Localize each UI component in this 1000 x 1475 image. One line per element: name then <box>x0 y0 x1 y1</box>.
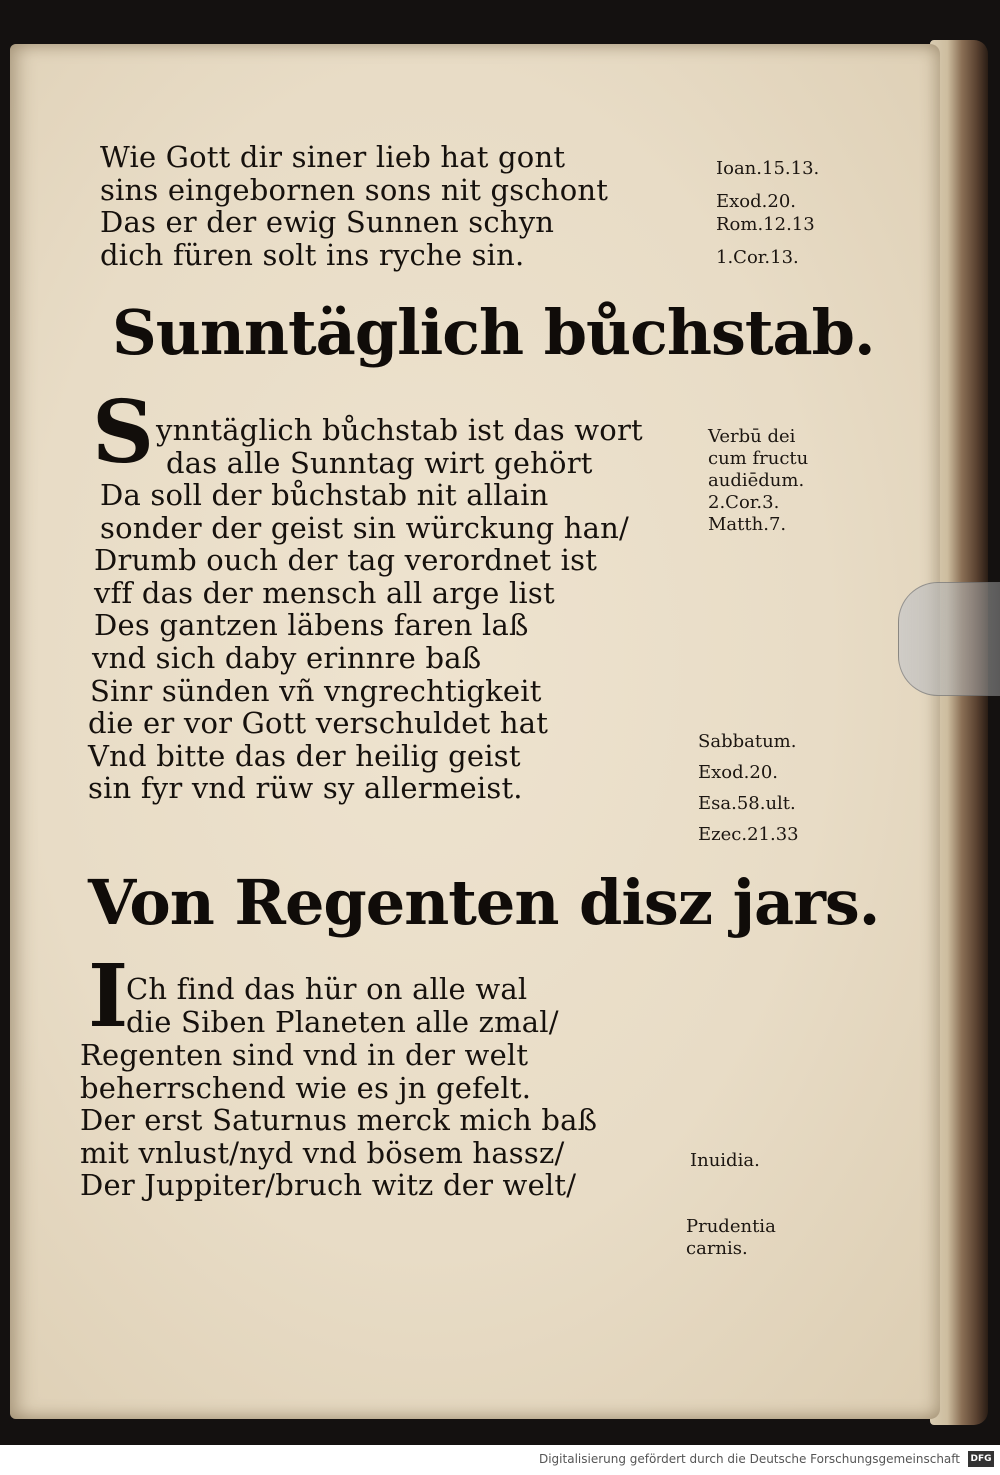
verse-line: das alle Sunntag wirt gehört <box>166 445 593 480</box>
verse-block-3 <box>126 973 559 1038</box>
margin-line: Exod.20. <box>716 191 796 212</box>
drop-capital: S <box>92 382 155 483</box>
margin-note-4 <box>690 1150 760 1172</box>
margin-note-2 <box>708 426 808 536</box>
drop-capital: I <box>88 946 129 1047</box>
verse-line: sins eingebornen sons nit gschont <box>100 172 609 207</box>
margin-note-3 <box>698 726 799 850</box>
section-heading-sunntaeglich: Sunntäglich bůchstab. <box>112 296 875 369</box>
verse-line: Vnd bitte das der heilig geist <box>88 738 521 773</box>
margin-line: Verbū dei <box>708 426 796 447</box>
verse-line: Das er der ewig Sunnen schyn <box>100 205 555 240</box>
verse-block-1 <box>100 141 608 271</box>
margin-line: Ioan.15.13. <box>716 158 820 179</box>
margin-line: Exod.20. <box>698 762 778 783</box>
verse-block-2 <box>156 414 643 479</box>
margin-line: Matth.7. <box>708 514 787 535</box>
verse-line: Der Juppiter/bruch witz der welt/ <box>80 1168 577 1203</box>
section-heading-regenten: Von Regenten disz jars. <box>88 866 880 939</box>
margin-line: audiēdum. <box>708 470 805 491</box>
verse-line: Sinr sünden vñ vngrechtigkeit <box>90 673 542 708</box>
margin-line: Sabbatum. <box>698 731 797 752</box>
verse-line: Des gantzen läbens faren laß <box>94 608 529 643</box>
verse-line: Regenten sind vnd in der welt <box>80 1038 529 1072</box>
margin-note-5 <box>686 1216 776 1260</box>
margin-line: Esa.58.ult. <box>698 793 796 814</box>
verse-line: die er vor Gott verschuldet hat <box>88 706 549 741</box>
margin-line: Inuidia. <box>690 1150 760 1171</box>
margin-line: cum fructu <box>708 448 809 469</box>
margin-line: Ezec.21.33 <box>698 824 799 845</box>
margin-line: carnis. <box>686 1238 748 1259</box>
verse-line: Da soll der bůchstab nit allain <box>100 478 549 512</box>
verse-block-2-cont <box>88 478 629 806</box>
margin-line: Rom.12.13 <box>716 214 815 235</box>
verse-line: dich füren solt ins ryche sin. <box>100 237 525 272</box>
verse-line: ynntäglich bůchstab ist das wort <box>156 413 643 447</box>
verse-line: sin fyr vnd rüw sy allermeist. <box>88 771 523 806</box>
verse-line: Wie Gott dir siner lieb hat gont <box>100 140 566 174</box>
margin-note-1 <box>716 152 819 274</box>
dfg-logo: DFG <box>968 1451 994 1467</box>
verse-block-3-cont <box>80 1039 597 1202</box>
verse-line: vff das der mensch all arge list <box>94 575 555 610</box>
verse-line: die Siben Planeten alle zmal/ <box>126 1004 559 1039</box>
funding-credit: Digitalisierung gefördert durch die Deutsche Forschungsgemeinschaft <box>538 1452 960 1466</box>
margin-line: 1.Cor.13. <box>716 247 799 268</box>
margin-line: 2.Cor.3. <box>708 492 780 513</box>
verse-line: beherrschend wie es jn gefelt. <box>80 1070 532 1105</box>
verse-line: Drumb ouch der tag verordnet ist <box>94 543 598 578</box>
footer-bar <box>0 1445 1000 1475</box>
verse-line: Ch find das hür on alle wal <box>126 972 528 1006</box>
verse-line: vnd sich daby erinnre baß <box>92 640 482 675</box>
page-clip <box>898 582 1000 696</box>
margin-line: Prudentia <box>686 1216 776 1237</box>
verse-line: mit vnlust/nyd vnd bösem hassz/ <box>80 1135 565 1170</box>
verse-line: Der erst Saturnus merck mich baß <box>80 1103 598 1138</box>
verse-line: sonder der geist sin würckung han/ <box>100 510 629 545</box>
